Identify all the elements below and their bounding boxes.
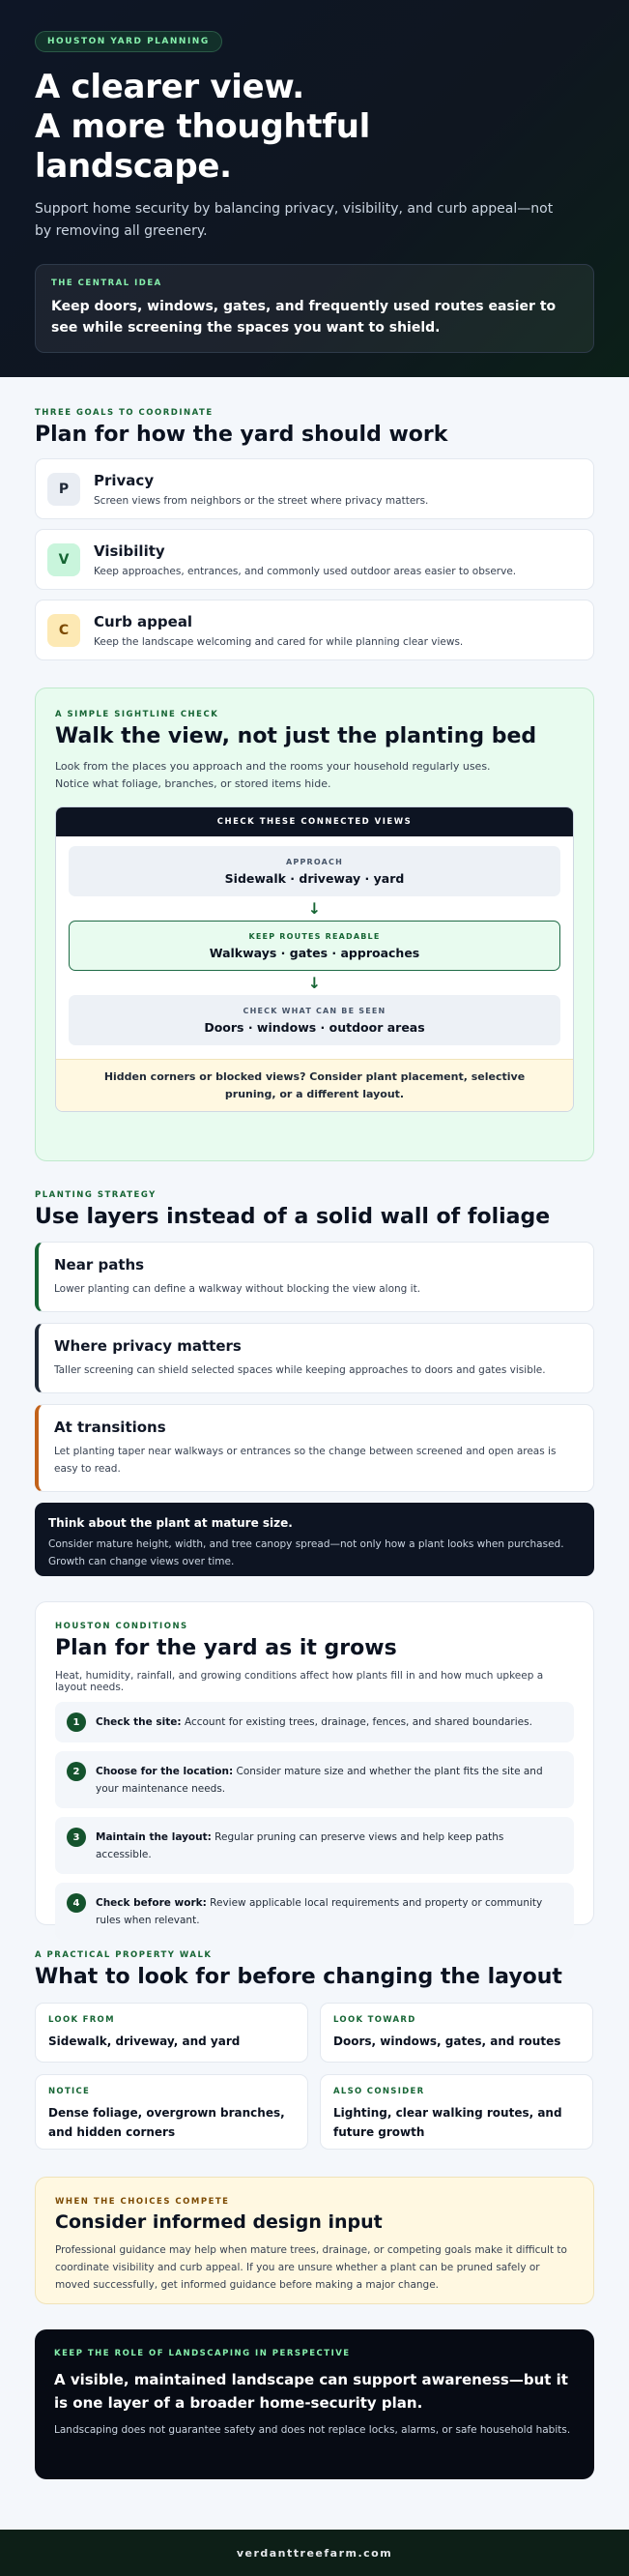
step-text <box>96 1893 562 1929</box>
goals-eyebrow: THREE GOALS TO COORDINATE <box>35 408 214 418</box>
layer-desc: Lower planting can define a walkway without blocking the view along it. <box>54 1283 421 1295</box>
layer-title: Near paths <box>54 1256 145 1273</box>
hero-subtitle: Support home security by balancing privacy, visibility, and curb appeal—not by removing all greenery. <box>35 201 554 239</box>
mature-size-desc: Consider mature height, width, and tree canopy spread—not only how a plant looks when purchased. Growth can change views over time. <box>48 1538 564 1567</box>
goal-title: Visibility <box>94 542 165 560</box>
walk-cell <box>35 2003 308 2063</box>
step-strong: Check the site: <box>96 1716 182 1728</box>
sightline-desc: Look from the places you approach and the rooms your household regularly uses. Notice what foliage, branches, or stored items hide. <box>55 760 491 790</box>
hero-title-line: A more thoughtful <box>35 107 370 146</box>
connected-views-header: CHECK THESE CONNECTED VIEWS <box>56 807 573 836</box>
hero-title-line: landscape. <box>35 147 232 186</box>
walk-cell-label: ALSO CONSIDER <box>333 2087 425 2096</box>
walk-cell-label: NOTICE <box>48 2087 91 2096</box>
step-text <box>96 1712 532 1731</box>
step-body: Regular pruning can preserve views and help keep paths accessible. <box>96 1831 504 1860</box>
walk-cell-text: Sidewalk, driveway, and yard <box>48 2034 241 2048</box>
layer-desc: Taller screening can shield selected spaces while keeping approaches to doors and gates visible. <box>54 1364 546 1376</box>
houston-eyebrow: HOUSTON CONDITIONS <box>55 1622 188 1631</box>
footer-domain-link[interactable]: verdanttreefarm.com <box>236 2546 393 2560</box>
walk-eyebrow: A PRACTICAL PROPERTY WALK <box>35 1950 213 1960</box>
view-box-text: Sidewalk · driveway · yard <box>224 870 405 886</box>
perspective-title: A visible, maintained landscape can support awareness—but it is one layer of a broader home-security plan. <box>54 2371 568 2412</box>
site-footer <box>0 2530 629 2576</box>
goal-card-curb-appeal <box>35 600 594 660</box>
sightline-eyebrow: A SIMPLE SIGHTLINE CHECK <box>55 710 219 719</box>
step-number: 2 <box>67 1762 86 1781</box>
connected-views-panel <box>55 806 574 1112</box>
layers-title: Use layers instead of a solid wall of foliage <box>35 1205 551 1229</box>
hero-title-line: A clearer view. <box>35 68 304 106</box>
view-box-label: CHECK WHAT CAN BE SEEN <box>243 1006 386 1015</box>
step-item <box>55 1817 574 1874</box>
layer-card-privacy <box>35 1323 594 1393</box>
houston-title: Plan for the yard as it grows <box>55 1636 397 1660</box>
hero-pill: HOUSTON YARD PLANNING <box>35 31 222 52</box>
goal-desc: Screen views from neighbors or the street where privacy matters. <box>94 494 429 507</box>
arrow-down-icon: ↓ <box>307 974 322 992</box>
view-box-label: KEEP ROUTES READABLE <box>248 931 381 941</box>
goal-title: Privacy <box>94 471 155 489</box>
design-input-callout <box>35 2177 594 2304</box>
mature-size-callout <box>35 1503 594 1576</box>
hero <box>0 0 629 377</box>
layer-desc: Let planting taper near walkways or entrances so the change between screened and open areas is easy to read. <box>54 1446 557 1475</box>
sightline-title: Walk the view, not just the planting bed <box>55 724 537 748</box>
goal-card-privacy <box>35 458 594 519</box>
layer-card-transitions <box>35 1404 594 1492</box>
sightline-section <box>35 688 594 1161</box>
layers-eyebrow: PLANTING STRATEGY <box>35 1190 157 1200</box>
houston-section <box>35 1601 594 1925</box>
layers-section <box>0 1161 629 1576</box>
consider-desc: Professional guidance may help when mature trees, drainage, or competing goals make it difficult to coordinate visibility and curb appeal. If you are unsure whether a plant can be pruned safely or moved successfully, get informed guidance before making a major change. <box>55 2244 567 2291</box>
step-item <box>55 1702 574 1742</box>
view-box-text: Walkways · gates · approaches <box>209 945 420 960</box>
connected-views-footer: Hidden corners or blocked views? Consider plant placement, selective pruning, or a different layout. <box>56 1059 573 1111</box>
step-item <box>55 1751 574 1808</box>
consider-eyebrow: WHEN THE CHOICES COMPETE <box>55 2197 230 2207</box>
goal-badge: P <box>47 473 80 506</box>
goals-title: Plan for how the yard should work <box>35 423 448 447</box>
goal-title: Curb appeal <box>94 612 193 630</box>
central-idea-label: THE CENTRAL IDEA <box>51 278 162 288</box>
hero-title <box>35 68 594 187</box>
goal-badge: C <box>47 614 80 647</box>
property-walk-section <box>0 1925 629 2150</box>
goals-section <box>0 377 629 660</box>
walk-cell-text: Lighting, clear walking routes, and future growth <box>333 2106 562 2139</box>
connected-views-body <box>56 836 573 1045</box>
view-box-label: APPROACH <box>285 857 344 866</box>
step-number: 3 <box>67 1828 86 1847</box>
walk-cell-text: Dense foliage, overgrown branches, and hidden corners <box>48 2106 285 2139</box>
step-body: Consider mature size and whether the plant fits the site and your maintenance needs. <box>96 1766 543 1795</box>
step-number: 4 <box>67 1893 86 1913</box>
step-text <box>96 1762 562 1798</box>
goal-badge: V <box>47 543 80 576</box>
arrow-down-icon: ↓ <box>307 899 322 918</box>
consider-title: Consider informed design input <box>55 2211 383 2233</box>
goal-desc: Keep approaches, entrances, and commonly used outdoor areas easier to observe. <box>94 565 517 577</box>
view-box-text: Doors · windows · outdoor areas <box>204 1019 425 1035</box>
walk-title: What to look for before changing the layout <box>35 1965 562 1989</box>
walk-cell <box>320 2074 593 2150</box>
layer-title: At transitions <box>54 1419 166 1436</box>
layer-title: Where privacy matters <box>54 1337 242 1355</box>
layer-card-near-paths <box>35 1242 594 1312</box>
central-idea-text: Keep doors, windows, gates, and frequently used routes easier to see while screening the spaces you want to shield. <box>51 299 557 336</box>
perspective-callout <box>35 2329 594 2479</box>
step-strong: Check before work: <box>96 1897 207 1909</box>
walk-cell-label: LOOK TOWARD <box>333 2015 416 2025</box>
perspective-eyebrow: KEEP THE ROLE OF LANDSCAPING IN PERSPECTIVE <box>54 2349 351 2358</box>
step-strong: Choose for the location: <box>96 1766 234 1777</box>
view-box-approach <box>69 846 560 896</box>
view-box-routes <box>69 921 560 971</box>
houston-desc: Heat, humidity, rainfall, and growing conditions affect how plants fill in and how much upkeep a layout needs. <box>55 1670 544 1693</box>
central-idea-card <box>35 264 594 353</box>
perspective-desc: Landscaping does not guarantee safety and does not replace locks, alarms, or safe household habits. <box>54 2424 571 2436</box>
walk-grid <box>35 2003 594 2150</box>
step-body: Account for existing trees, drainage, fences, and shared boundaries. <box>181 1716 532 1728</box>
walk-cell-label: LOOK FROM <box>48 2015 115 2025</box>
step-number: 1 <box>67 1712 86 1732</box>
step-text <box>96 1828 562 1863</box>
goal-desc: Keep the landscape welcoming and cared for while planning clear views. <box>94 635 464 648</box>
walk-cell-text: Doors, windows, gates, and routes <box>333 2034 561 2048</box>
step-body: Review applicable local requirements and property or community rules when relevant. <box>96 1897 543 1926</box>
mature-size-title: Think about the plant at mature size. <box>48 1516 293 1530</box>
step-strong: Maintain the layout: <box>96 1831 212 1843</box>
walk-cell <box>35 2074 308 2150</box>
walk-cell <box>320 2003 593 2063</box>
view-box-seen <box>69 995 560 1045</box>
goal-card-visibility <box>35 529 594 590</box>
